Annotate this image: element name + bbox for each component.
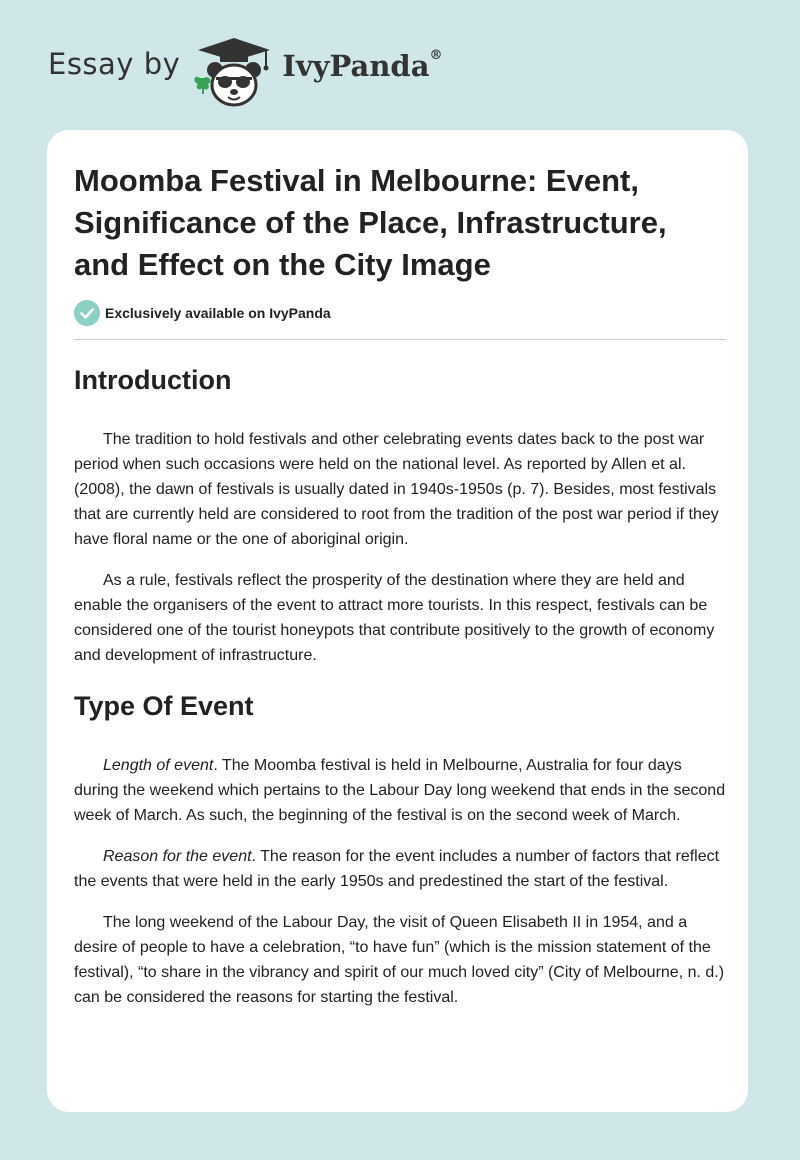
brand-name[interactable]	[282, 49, 442, 83]
page-title: Moomba Festival in Melbourne: Event, Significance of the Place, Infrastructure, and Effect on the City Image	[74, 163, 667, 282]
section-heading-type-of-event: Type Of Event	[74, 691, 254, 721]
checkmark-icon	[74, 300, 100, 326]
paragraph: The tradition to hold festivals and other celebrating events dates back to the post war period when such occasions were held on the national level. As reported by Allen et al. (2008), the dawn of festivals is usually dated in 1940s-1950s (p. 7). Besides, most festivals that are currently held are considered to root from the tradition of the post war period if they have floral name or the one of aboriginal origin.	[74, 431, 719, 548]
ivypanda-logo-icon[interactable]	[188, 30, 280, 110]
registered-mark: ®	[429, 48, 443, 64]
paragraph-text: . The Moomba festival is held in Melbourne, Australia for four days during the weekend which pertains to the Labour Day long weekend that ends in the second week of March. As such, the beginning of the festival is on the second week of March.	[74, 757, 726, 824]
brand-text: IvyPanda	[282, 49, 430, 83]
paragraph-lead: Reason for the event	[103, 848, 252, 865]
site-header	[48, 30, 443, 110]
paragraph	[74, 753, 726, 828]
paragraph: As a rule, festivals reflect the prosperity of the destination where they are held and enable the organisers of the event to attract more tourists. In this respect, festivals can be considered one of the tourist honeypots that contribute positively to the growth of economy and development of infrastructure.	[74, 572, 715, 664]
exclusive-badge-text: Exclusively available on IvyPanda	[105, 305, 331, 321]
paragraph: The long weekend of the Labour Day, the visit of Queen Elisabeth II in 1954, and a desire of people to have a celebration, “to have fun” (which is the mission statement of the festival), “to share in the vibrancy and spirit of our much loved city” (City of Melbourne, n. d.) can be considered the reasons for starting the festival.	[74, 914, 725, 1006]
essay-by-label: Essay by	[48, 47, 181, 81]
paragraph	[74, 844, 726, 894]
paragraph-lead: Length of event	[103, 757, 214, 774]
essay-card	[47, 130, 748, 1112]
paragraph-text: . The reason for the event includes a number of factors that reflect the events that were held in the early 1950s and predestined the start of the festival.	[74, 848, 720, 890]
exclusive-badge	[74, 300, 726, 326]
essay-content	[74, 160, 726, 1010]
section-heading-introduction: Introduction	[74, 365, 232, 395]
title-divider	[74, 339, 726, 340]
